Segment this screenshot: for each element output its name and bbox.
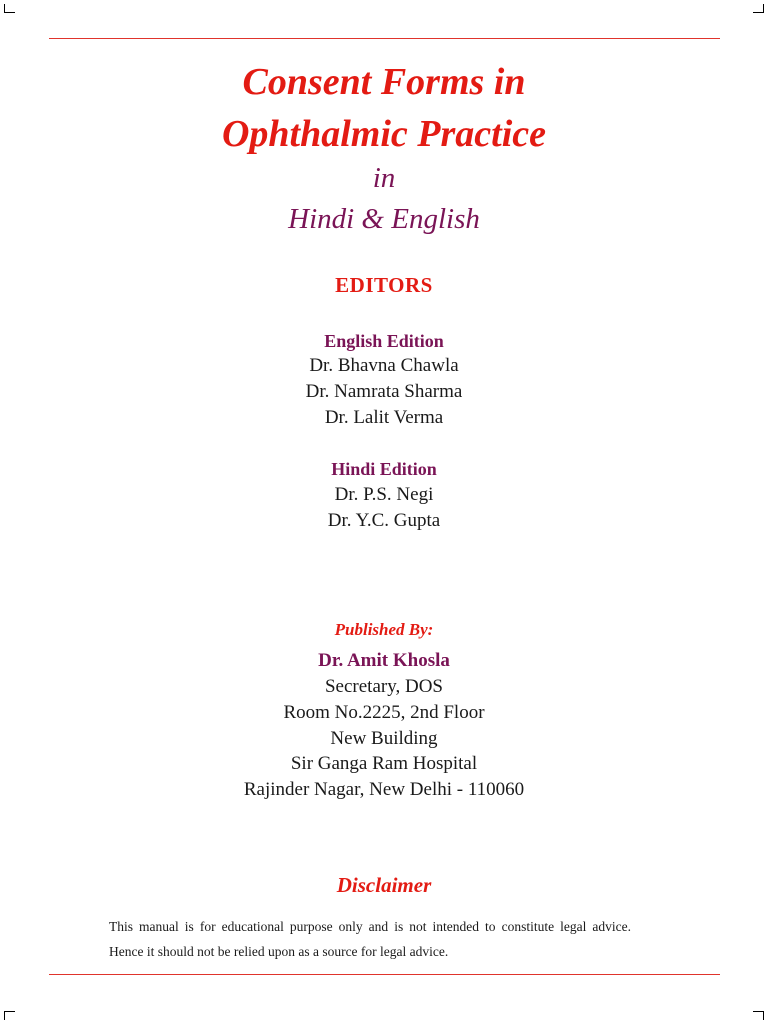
top-rule bbox=[49, 38, 720, 39]
publisher-address-line: Secretary, DOS bbox=[324, 676, 443, 697]
crop-mark-top-right bbox=[753, 4, 764, 13]
english-editor-name: Dr. Bhavna Chawla bbox=[309, 355, 459, 376]
publisher-address-line: Rajinder Nagar, New Delhi - 110060 bbox=[243, 779, 525, 800]
crop-mark-bottom-right bbox=[753, 1011, 764, 1020]
publisher-name: Dr. Amit Khosla bbox=[318, 650, 450, 671]
publisher-address-line: New Building bbox=[330, 728, 438, 749]
english-editor-name: Dr. Lalit Verma bbox=[324, 407, 444, 428]
published-by-label: Published By: bbox=[334, 620, 434, 639]
english-editor-name: Dr. Namrata Sharma bbox=[305, 381, 463, 402]
subtitle-languages: Hindi & English bbox=[288, 203, 480, 235]
page-title-line-1: Consent Forms in bbox=[242, 61, 526, 103]
page-title-line-2: Ophthalmic Practice bbox=[221, 113, 547, 155]
disclaimer-heading: Disclaimer bbox=[336, 873, 432, 897]
english-edition-heading: English Edition bbox=[324, 331, 444, 351]
hindi-editor-name: Dr. Y.C. Gupta bbox=[327, 510, 441, 531]
crop-mark-bottom-left bbox=[4, 1011, 15, 1020]
disclaimer-text: This manual is for educational purpose only and is not intended to constitute legal advice. Hence it should not be relied upon as a source for legal advice. bbox=[109, 919, 631, 959]
publisher-address-line: Sir Ganga Ram Hospital bbox=[290, 753, 478, 774]
bottom-rule bbox=[49, 974, 720, 975]
hindi-edition-heading: Hindi Edition bbox=[331, 459, 437, 479]
publisher-address-line: Room No.2225, 2nd Floor bbox=[283, 702, 485, 723]
crop-mark-top-left bbox=[4, 4, 15, 13]
editors-heading: EDITORS bbox=[335, 273, 433, 297]
hindi-editor-name: Dr. P.S. Negi bbox=[334, 484, 434, 505]
subtitle-in: in bbox=[372, 162, 396, 194]
